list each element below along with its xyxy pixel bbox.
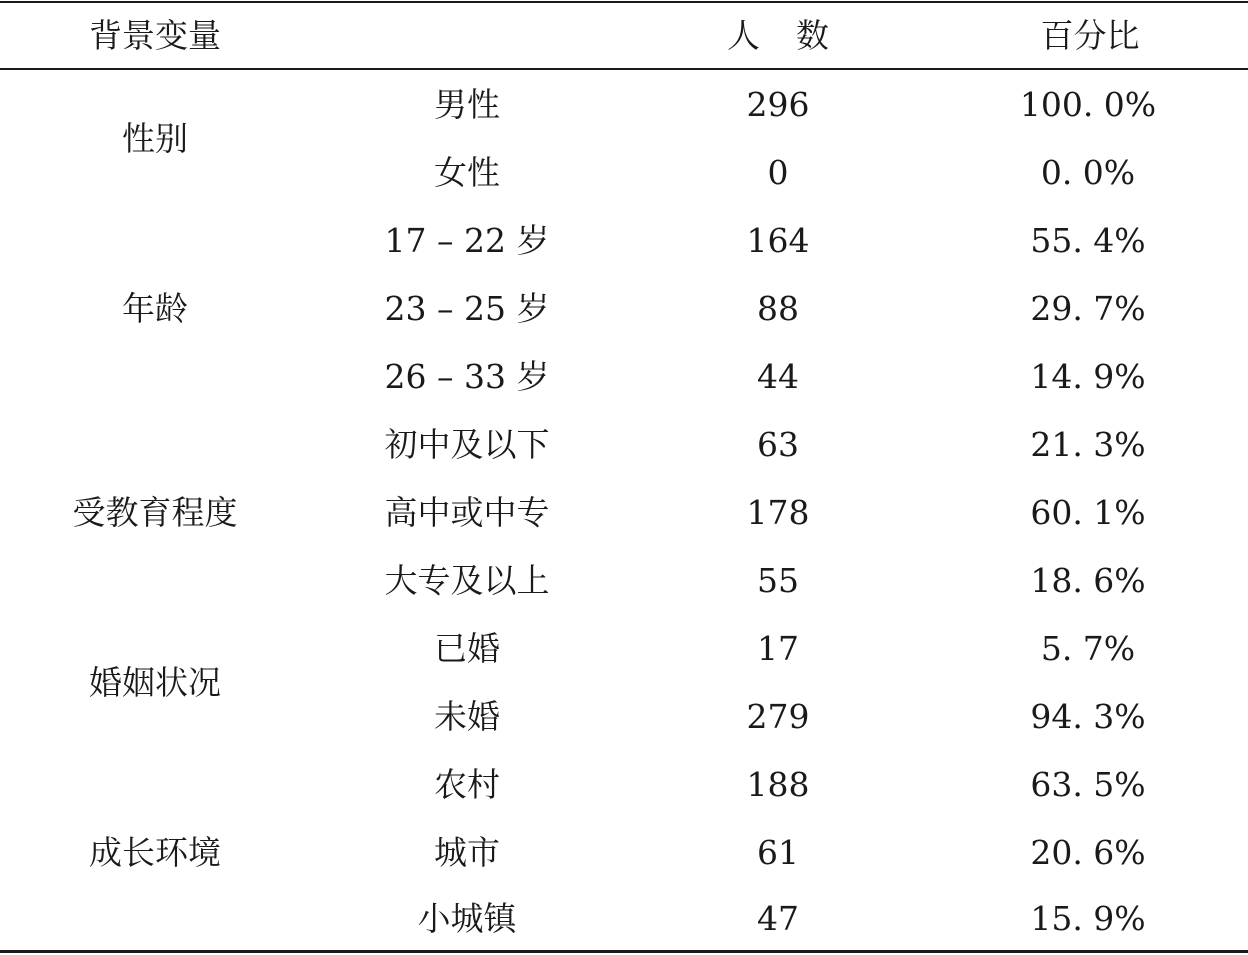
row-count: 88 xyxy=(757,288,799,328)
row-percent: 21. 3% xyxy=(1030,424,1146,464)
row-count: 63 xyxy=(757,424,799,464)
row-category: 高中或中专 xyxy=(384,492,550,532)
row-count: 296 xyxy=(746,84,810,124)
row-category: 初中及以下 xyxy=(384,424,550,464)
row-percent: 94. 3% xyxy=(1030,696,1146,736)
row-percent: 29. 7% xyxy=(1030,288,1146,328)
group-label: 年龄 xyxy=(122,288,188,328)
row-percent: 14. 9% xyxy=(1030,356,1146,396)
header-count-char-1: 人 xyxy=(727,15,760,55)
group-label: 性别 xyxy=(122,118,188,158)
row-percent: 63. 5% xyxy=(1030,764,1146,804)
header-percent: 百分比 xyxy=(1040,15,1140,55)
header-count-char-2: 数 xyxy=(796,15,829,55)
row-count: 44 xyxy=(757,356,799,396)
group-label: 婚姻状况 xyxy=(89,662,221,702)
row-count: 61 xyxy=(757,832,799,872)
row-count: 178 xyxy=(746,492,810,532)
row-count: 0 xyxy=(767,152,789,192)
row-percent: 20. 6% xyxy=(1030,832,1146,872)
row-count: 47 xyxy=(757,898,799,938)
row-percent: 0. 0% xyxy=(1040,152,1136,192)
row-category: 小城镇 xyxy=(417,898,517,938)
header-count xyxy=(678,2,878,68)
group-label: 受教育程度 xyxy=(72,492,238,532)
row-count: 188 xyxy=(746,764,810,804)
row-category: 26 – 33 岁 xyxy=(384,356,550,396)
row-percent: 15. 9% xyxy=(1030,898,1146,938)
row-category: 女性 xyxy=(434,152,500,192)
row-category: 大专及以上 xyxy=(384,560,550,600)
table-bottom-rule xyxy=(0,950,1248,953)
row-category: 男性 xyxy=(434,84,500,124)
row-category: 农村 xyxy=(434,764,500,804)
row-percent: 18. 6% xyxy=(1030,560,1146,600)
table-header xyxy=(0,2,1248,68)
row-category: 23 – 25 岁 xyxy=(384,288,550,328)
row-category: 未婚 xyxy=(434,696,500,736)
row-category: 17 – 22 岁 xyxy=(384,220,550,260)
row-count: 55 xyxy=(757,560,799,600)
row-count: 164 xyxy=(746,220,810,260)
group-label: 成长环境 xyxy=(89,832,221,872)
row-count: 17 xyxy=(757,628,799,668)
row-category: 城市 xyxy=(434,832,500,872)
row-percent: 5. 7% xyxy=(1040,628,1136,668)
row-percent: 100. 0% xyxy=(1019,84,1157,124)
row-percent: 60. 1% xyxy=(1030,492,1146,532)
row-count: 279 xyxy=(746,696,810,736)
row-percent: 55. 4% xyxy=(1030,220,1146,260)
row-category: 已婚 xyxy=(434,628,500,668)
header-variable: 背景变量 xyxy=(89,15,221,55)
